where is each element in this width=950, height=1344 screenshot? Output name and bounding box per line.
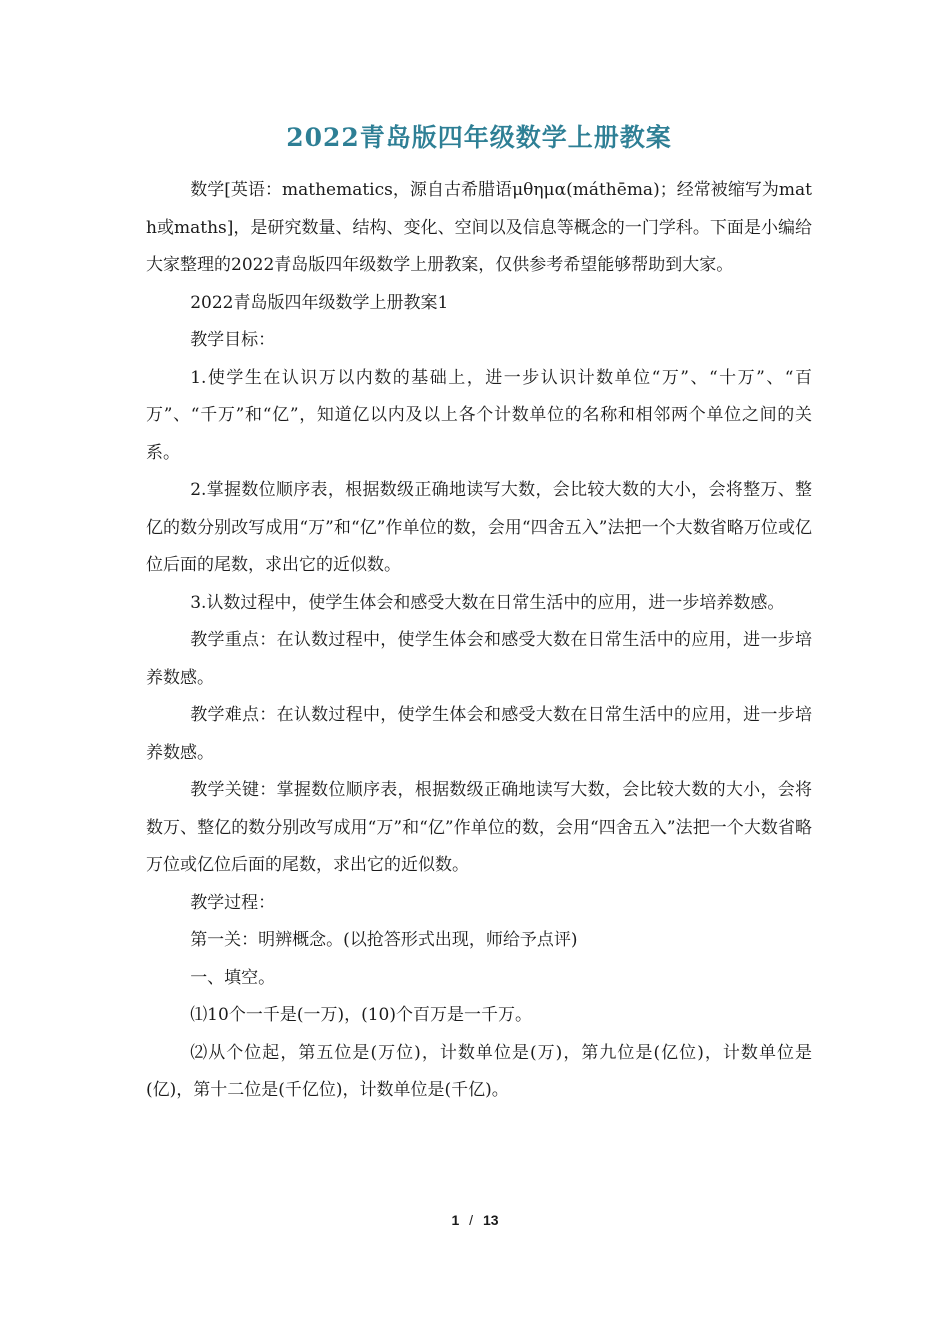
paragraph-objective-1: 1.使学生在认识万以内数的基础上，进一步认识计数单位“万”、“十万”、“百万”、“千万”和“亿”，知道亿以内及以上各个计数单位的名称和相邻两个单位之间的关系。 [146,367,812,463]
paragraph-fill-blank: 一、填空。 [190,967,276,988]
paragraph-key: 教学关键：掌握数位顺序表，根据数级正确地读写大数，会比较大数的大小，会将数万、整亿的数分别改写成用“万”和“亿”作单位的数，会用“四舍五入”法把一个大数省略万位或亿位后面的尾数，求出它的近似数。 [146,780,812,875]
paragraph-difficulty: 教学难点：在认数过程中，使学生体会和感受大数在日常生活中的应用，进一步培养数感。 [146,705,812,763]
paragraph-question-1: ⑴10个一千是(一万)，(10)个百万是一千万。 [190,1005,532,1025]
page-number-total: 13 [482,1212,499,1228]
paragraph-intro: 数学[英语：mathematics，源自古希腊语μθημα(máthēma)；经常被缩写为math或maths]，是研究数量、结构、变化、空间以及信息等概念的一门学科。下面是小编给大家整理的2022青岛版四年级数学上册教案，仅供参考希望能够帮助到大家。 [146,180,812,275]
paragraph-question-2: ⑵从个位起，第五位是(万位)，计数单位是(万)，第九位是(亿位)，计数单位是(亿)，第十二位是(千亿位)，计数单位是(千亿)。 [146,1042,812,1100]
paragraph-process-heading: 教学过程： [190,892,276,913]
paragraph-level-1: 第一关：明辨概念。(以抢答形式出现，师给予点评) [190,930,578,950]
paragraph-objective-3: 3.认数过程中，使学生体会和感受大数在日常生活中的应用，进一步培养数感。 [190,592,785,613]
paragraph-objectives-heading: 教学目标： [190,330,276,350]
page-number-separator: / [469,1212,474,1228]
page-footer [0,1212,950,1228]
document-title: 2022青岛版四年级数学上册教案 [286,123,672,152]
document-body [146,172,812,1110]
page-number-current: 1 [451,1212,460,1228]
paragraph-objective-2: 2.掌握数位顺序表，根据数级正确地读写大数，会比较大数的大小，会将整万、整亿的数分别改写成用“万”和“亿”作单位的数，会用“四舍五入”法把一个大数省略万位或亿位后面的尾数，求出它的近似数。 [146,480,812,575]
paragraph-section-heading: 2022青岛版四年级数学上册教案1 [190,292,449,313]
paragraph-key-point: 教学重点：在认数过程中，使学生体会和感受大数在日常生活中的应用，进一步培养数感。 [146,630,812,688]
